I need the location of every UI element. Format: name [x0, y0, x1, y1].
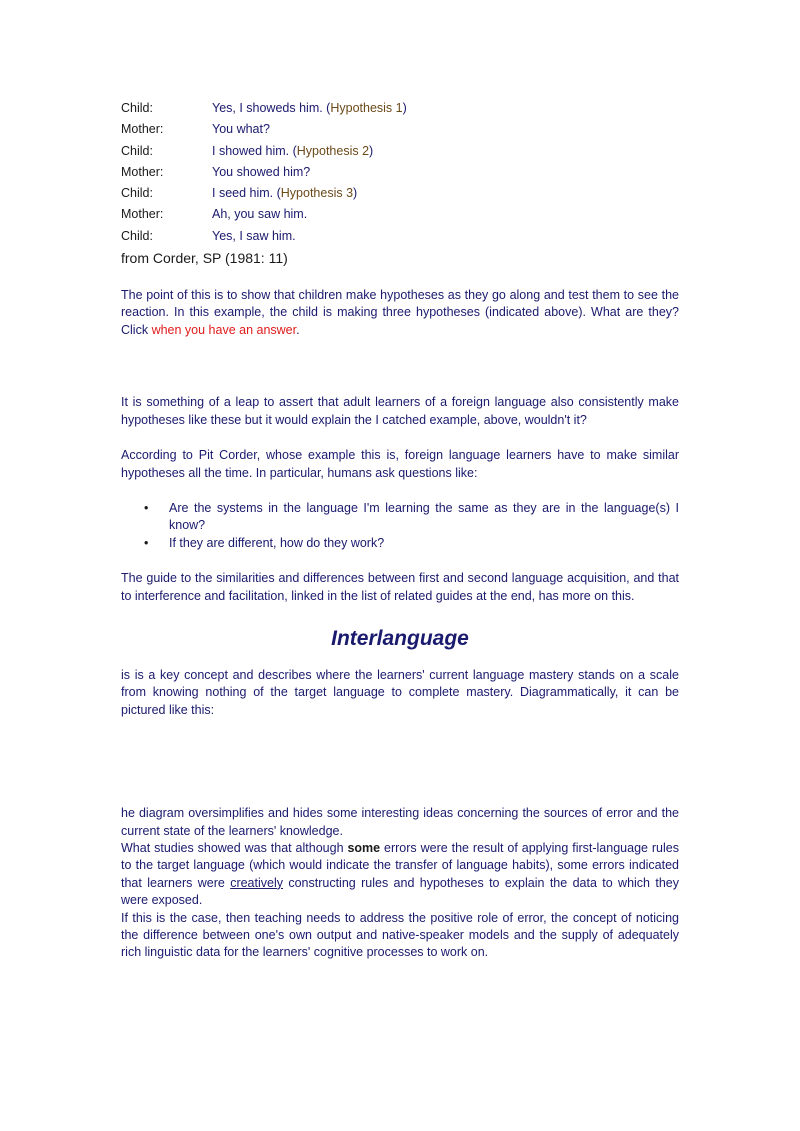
source-citation: from Corder, SP (1981: 11)	[121, 250, 288, 267]
paragraph-adult-learners: It is something of a leap to assert that adult learners of a foreign language also consistently make hypotheses like these but it would explain the I catched example, above, wouldn't it?	[121, 395, 679, 427]
dialogue-row	[121, 162, 679, 183]
list-item: • Are the systems in the language I'm learning the same as they are in the language(s) I know?	[144, 500, 679, 533]
emphasis-creatively: creatively	[230, 875, 283, 890]
diagram-placeholder	[121, 719, 679, 805]
section-heading: Interlanguage	[331, 626, 469, 650]
speaker: Mother:	[121, 207, 164, 222]
paragraph-studies: What studies showed was that although some errors were the result of applying first-language rules to the target language (which would indicate the transfer of language habits), some errors indicated that learners were creatively constructing rules and hypotheses to explain the data to which they were exposed.	[121, 840, 679, 908]
dialogue-row	[121, 119, 679, 140]
hypothesis-label: Hypothesis 3	[280, 186, 354, 201]
dialogue	[121, 98, 679, 247]
hypothesis-label: Hypothesis 2	[296, 143, 370, 158]
paragraph-teaching: If this is the case, then teaching needs to address the positive role of error, the concept of noticing the difference between one's own output and native-speaker models and the supply of adequately rich linguistic data for the learners' cognitive processes to work on.	[121, 910, 679, 960]
dialogue-row	[121, 141, 679, 162]
utterance: Yes, I saw him.	[212, 228, 296, 243]
dialogue-row	[121, 183, 679, 204]
document-page	[121, 98, 679, 962]
speaker: Child:	[121, 228, 153, 243]
speaker: Child:	[121, 143, 153, 158]
answer-link[interactable]: when you have an answer	[151, 322, 297, 337]
dialogue-row	[121, 226, 679, 247]
paragraph-related-guides: The guide to the similarities and differences between first and second language acquisition, and that to interference and facilitation, linked in the list of related guides at the end, has more on this.	[121, 571, 679, 603]
speaker: Mother:	[121, 122, 164, 137]
paragraph-interlanguage: is is a key concept and describes where the learners' current language mastery stands on a scale from knowing nothing of the target language to complete mastery. Diagrammatically, it can be pictured like this:	[121, 667, 679, 717]
emphasis-some: some	[347, 840, 381, 855]
dialogue-row	[121, 204, 679, 225]
speaker: Mother:	[121, 164, 164, 179]
utterance: I seed him. (Hypothesis 3)	[212, 186, 358, 201]
paragraph-hypotheses: The point of this is to show that children make hypotheses as they go along and test them to see the reaction. In this example, the child is making three hypotheses (indicated above). What are they? Click when you have an answer.	[121, 288, 679, 337]
bullet-icon: •	[144, 535, 149, 550]
list-item: • If they are different, how do they work?	[169, 535, 679, 552]
paragraph-diagram-note: he diagram oversimplifies and hides some interesting ideas concerning the sources of error and the current state of the learners' knowledge.	[121, 806, 679, 838]
question-list	[121, 500, 679, 552]
utterance: I showed him. (Hypothesis 2)	[212, 143, 374, 158]
paragraph-pit-corder: According to Pit Corder, whose example this is, foreign language learners have to make similar hypotheses all the time. In particular, humans ask questions like:	[121, 448, 679, 480]
dialogue-row	[121, 98, 679, 119]
speaker: Child:	[121, 101, 153, 115]
utterance: You what?	[212, 122, 270, 137]
bullet-icon: •	[144, 500, 149, 515]
utterance: Ah, you saw him.	[212, 207, 308, 222]
utterance: You showed him?	[212, 164, 311, 179]
hypothesis-label: Hypothesis 1	[330, 101, 403, 115]
utterance: Yes, I showeds him. (Hypothesis 1)	[212, 101, 407, 115]
speaker: Child:	[121, 186, 153, 201]
